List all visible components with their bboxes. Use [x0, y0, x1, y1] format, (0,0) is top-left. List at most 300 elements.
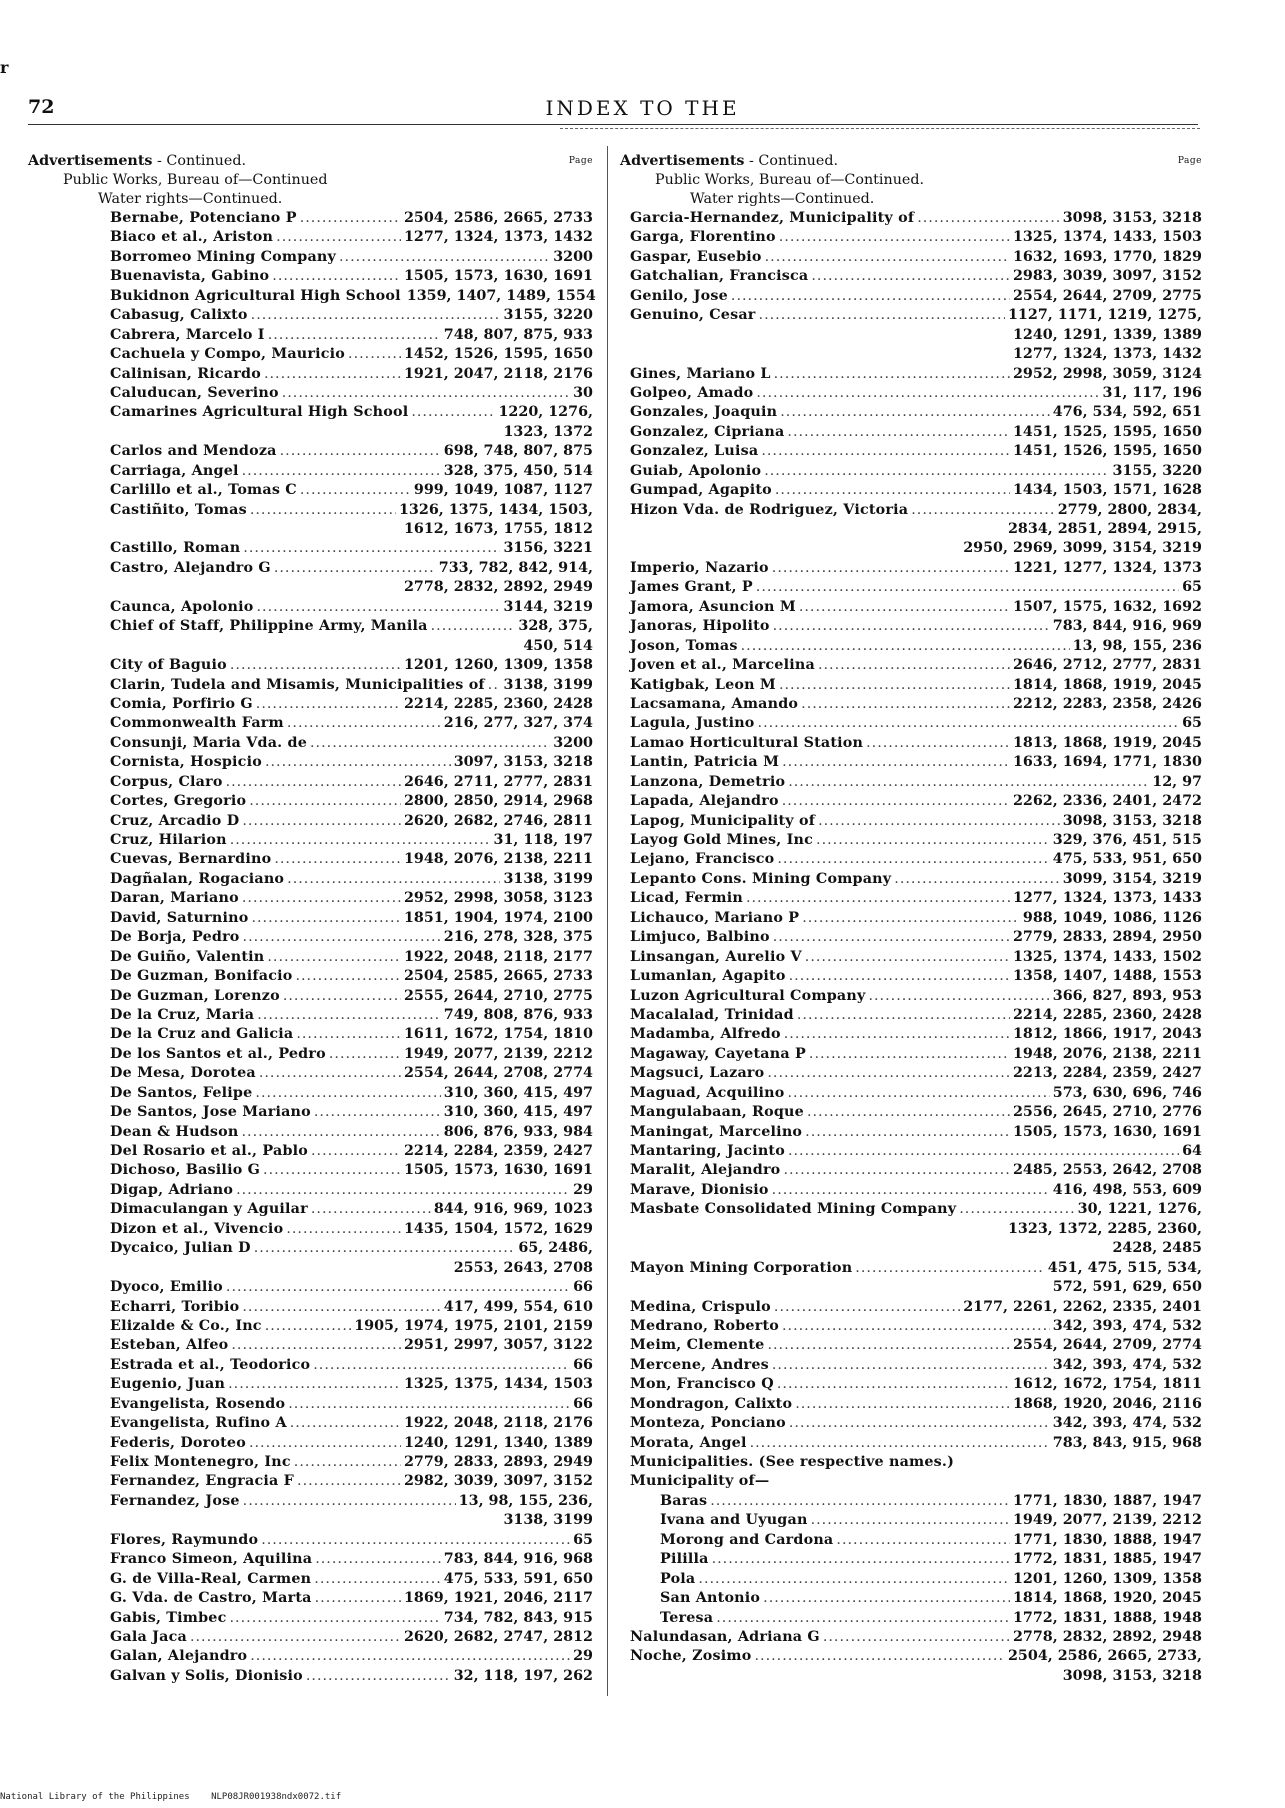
index-entry	[28, 1103, 593, 1122]
leader-dots	[788, 773, 1149, 792]
index-entry	[620, 850, 1202, 869]
index-entry	[620, 773, 1202, 792]
index-entry	[28, 1550, 593, 1569]
entry-pages: 2262, 2336, 2401, 2472	[1012, 793, 1202, 810]
entry-name: Commonwealth Farm	[110, 715, 284, 732]
index-entry	[28, 267, 593, 286]
entry-name: James Grant, P	[630, 579, 753, 596]
entry-pages: 1771, 1830, 1887, 1947	[1012, 1492, 1202, 1509]
entry-pages: 1948, 2076, 2138, 2211	[1012, 1045, 1202, 1062]
entry-pages: 3097, 3153, 3218	[453, 754, 593, 771]
entry-pages: 1240, 1291, 1340, 1389	[403, 1434, 593, 1451]
index-entry	[620, 1181, 1202, 1200]
leader-dots	[242, 1298, 440, 1317]
corner-mark: r	[0, 58, 9, 77]
entry-name: Evangelista, Rufino A	[110, 1415, 287, 1432]
entry-name: De Guzman, Bonifacio	[110, 968, 293, 985]
index-entry	[620, 1064, 1202, 1083]
entry-pages-continued: 572, 591, 629, 650	[1052, 1279, 1202, 1296]
entry-name: Bernabe, Potenciano P	[110, 210, 297, 226]
entry-name: Carriaga, Angel	[110, 462, 239, 479]
entry-name: Franco Simeon, Aquilina	[110, 1551, 313, 1568]
leader-dots	[274, 559, 436, 578]
index-entry	[28, 1667, 593, 1686]
entry-name: Galvan y Solis, Dionisio	[110, 1667, 303, 1684]
index-entry	[28, 1317, 593, 1336]
index-entry	[28, 1084, 593, 1103]
entry-name: Macalalad, Trinidad	[630, 1006, 794, 1023]
leader-dots	[802, 909, 1020, 928]
entry-pages: 2556, 2645, 2710, 2776	[1012, 1104, 1202, 1121]
leader-dots	[758, 714, 1180, 733]
entry-pages: 310, 360, 415, 497	[443, 1084, 593, 1101]
leader-dots	[288, 1395, 570, 1414]
entry-pages: 1868, 1920, 2046, 2116	[1012, 1395, 1202, 1412]
leader-dots	[805, 948, 1010, 967]
leader-dots	[894, 870, 1059, 889]
entry-pages: 1922, 2048, 2118, 2176	[403, 1415, 593, 1432]
leader-dots	[917, 209, 1060, 228]
entry-pages: 2620, 2682, 2746, 2811	[403, 812, 593, 829]
municipalities-note-text: Municipalities. (See respective names.)	[630, 1454, 955, 1470]
entry-name: Dean & Hudson	[110, 1123, 239, 1140]
entry-name: Medrano, Roberto	[630, 1317, 779, 1334]
index-entry	[28, 792, 593, 811]
leader-dots	[230, 1609, 441, 1628]
entry-name: Monteza, Ponciano	[630, 1415, 786, 1432]
entry-pages-continued: 1323, 1372	[503, 423, 593, 440]
index-entry	[620, 928, 1202, 947]
entry-name: Lagula, Justino	[630, 715, 755, 732]
entry-pages: 1434, 1503, 1571, 1628	[1012, 482, 1202, 499]
index-entry	[620, 442, 1202, 461]
entry-pages: 342, 393, 474, 532	[1052, 1356, 1202, 1373]
index-entry	[620, 1200, 1202, 1219]
index-entry	[28, 987, 593, 1006]
leader-dots	[310, 734, 550, 753]
entry-pages: 1505, 1573, 1630, 1691	[403, 268, 593, 285]
leader-dots	[242, 1123, 441, 1142]
entry-pages: 2177, 2261, 2262, 2335, 2401	[963, 1298, 1202, 1315]
entry-name: Fernandez, Jose	[110, 1492, 240, 1509]
index-entry	[28, 1356, 593, 1375]
entry-pages-continued: 1277, 1324, 1373, 1432	[1012, 346, 1202, 363]
entry-pages: 1814, 1868, 1919, 2045	[1012, 676, 1202, 693]
entry-name: Linsangan, Aurelio V	[630, 948, 802, 965]
entry-name: Gines, Mariano L	[630, 365, 771, 382]
entry-pages: 3138, 3199	[503, 676, 593, 693]
entry-name: Castiñito, Tomas	[110, 501, 247, 518]
entry-pages: 1612, 1672, 1754, 1811	[1012, 1376, 1202, 1393]
entry-name: De la Cruz, Maria	[110, 1006, 255, 1023]
entry-pages: 1812, 1866, 1917, 2043	[1012, 1026, 1202, 1043]
entry-name: Lapog, Municipality of	[630, 812, 816, 829]
entry-name: Evangelista, Rosendo	[110, 1395, 286, 1412]
leader-dots	[488, 676, 501, 695]
entry-pages: 2214, 2285, 2360, 2428	[1012, 1006, 1202, 1023]
leader-dots	[236, 1181, 570, 1200]
entry-pages: 216, 277, 327, 374	[443, 715, 593, 732]
entry-pages: 1633, 1694, 1771, 1830	[1012, 754, 1202, 771]
section-header: Public Works, Bureau of—Continued.	[655, 172, 925, 188]
leader-dots	[807, 1103, 1010, 1122]
index-entry	[620, 734, 1202, 753]
entry-name: Lacsamana, Amando	[630, 695, 799, 712]
index-entry	[28, 501, 593, 520]
entry-pages: 342, 393, 474, 532	[1052, 1415, 1202, 1432]
index-entry	[28, 1142, 593, 1161]
leader-dots	[243, 539, 500, 558]
entry-pages: 66	[573, 1279, 593, 1296]
index-entry	[620, 1550, 1202, 1569]
footer-file: NLP08JR001938ndx0072.tif	[211, 1792, 342, 1802]
index-entry	[28, 714, 593, 733]
entry-name: Cortes, Gregorio	[110, 793, 247, 810]
entry-pages: 1772, 1831, 1885, 1947	[1012, 1551, 1202, 1568]
leader-dots	[329, 1045, 401, 1064]
entry-pages: 1922, 2048, 2118, 2177	[403, 948, 593, 965]
entry-name: Guiab, Apolonio	[630, 462, 762, 479]
leader-dots	[230, 831, 491, 850]
entry-name: Ivana and Uyugan	[660, 1512, 808, 1529]
section-header-rest: - Continued.	[744, 153, 839, 169]
entry-pages: 1869, 1921, 2046, 2117	[403, 1590, 593, 1607]
index-entry	[28, 1472, 593, 1491]
leader-dots	[259, 1064, 401, 1083]
leader-dots	[710, 1492, 1010, 1511]
entry-name: Elizalde & Co., Inc	[110, 1317, 262, 1334]
municipalities-note	[620, 1453, 1202, 1472]
section-header: Water rights—Continued.	[690, 191, 875, 207]
entry-pages: 1201, 1260, 1309, 1358	[403, 657, 593, 674]
index-entry	[28, 462, 593, 481]
page-number: 72	[28, 96, 55, 118]
leader-dots	[782, 753, 1010, 772]
index-entry	[620, 1414, 1202, 1433]
entry-name: Mon, Francisco Q	[630, 1376, 774, 1393]
entry-name: Mangulabaan, Roque	[630, 1104, 804, 1121]
entry-pages: 416, 498, 553, 609	[1052, 1181, 1202, 1198]
leader-dots	[315, 1589, 401, 1608]
index-entry	[28, 1123, 593, 1142]
entry-name: Garcia-Hernandez, Municipality of	[630, 210, 915, 226]
leader-dots	[746, 889, 1010, 908]
index-entry	[28, 345, 593, 364]
entry-pages: 2951, 2997, 3057, 3122	[403, 1337, 593, 1354]
entry-name: Madamba, Alfredo	[630, 1026, 781, 1043]
entry-name: Cachuela y Compo, Mauricio	[110, 346, 346, 363]
entry-name: Fernandez, Engracia F	[110, 1473, 295, 1490]
leader-dots	[782, 1317, 1050, 1336]
index-entry	[28, 734, 593, 753]
leader-dots	[777, 850, 1049, 869]
entry-name: Genilo, Jose	[630, 287, 728, 304]
leader-dots	[772, 559, 1010, 578]
entry-name: Pola	[660, 1570, 696, 1587]
entry-name: Gonzalez, Luisa	[630, 443, 759, 460]
leader-dots	[311, 1200, 431, 1219]
entry-pages: 2620, 2682, 2747, 2812	[403, 1628, 593, 1645]
leader-dots	[264, 365, 401, 384]
entry-pages: 475, 533, 951, 650	[1052, 851, 1202, 868]
entry-pages: 451, 475, 515, 534,	[1047, 1259, 1202, 1276]
leader-dots	[787, 423, 1010, 442]
index-entry	[28, 1161, 593, 1180]
entry-name: Katigbak, Leon M	[630, 676, 776, 693]
index-entry	[620, 637, 1202, 656]
leader-dots	[226, 773, 401, 792]
entry-pages: 749, 808, 876, 933	[443, 1006, 593, 1023]
entry-pages: 1201, 1260, 1309, 1358	[1012, 1570, 1202, 1587]
leader-dots	[286, 1220, 401, 1239]
leader-dots	[272, 267, 401, 286]
entry-pages: 1127, 1171, 1219, 1275,	[1007, 307, 1202, 324]
entry-pages: 1772, 1831, 1888, 1948	[1012, 1609, 1202, 1626]
entry-pages: 12, 97	[1152, 773, 1202, 790]
entry-name: Dycaico, Julian D	[110, 1240, 251, 1257]
index-entry	[620, 695, 1202, 714]
entry-pages: 3155, 3220	[1112, 462, 1202, 479]
column-divider	[607, 146, 608, 1696]
entry-pages: 1948, 2076, 2138, 2211	[403, 851, 593, 868]
leader-dots	[228, 1375, 401, 1394]
entry-name: Carlillo et al., Tomas C	[110, 482, 297, 499]
leader-dots	[712, 1550, 1010, 1569]
entry-pages: 216, 278, 328, 375	[443, 929, 593, 946]
entry-pages: 1452, 1526, 1595, 1650	[403, 346, 593, 363]
right-column	[620, 152, 1202, 1686]
entry-pages: 30, 1221, 1276,	[1077, 1201, 1202, 1218]
entry-name: Gonzales, Joaquin	[630, 404, 778, 421]
index-entry	[620, 365, 1202, 384]
entry-pages: 3098, 3153, 3218	[1062, 210, 1202, 226]
entry-name: De la Cruz and Galicia	[110, 1026, 294, 1043]
index-entry	[620, 967, 1202, 986]
leader-dots	[774, 365, 1010, 384]
index-entry	[620, 1647, 1202, 1666]
index-entry	[620, 870, 1202, 889]
entry-pages: 1771, 1830, 1888, 1947	[1012, 1531, 1202, 1548]
leader-dots	[783, 1161, 1010, 1180]
entry-name: Garga, Florentino	[630, 229, 776, 246]
index-entry	[28, 1453, 593, 1472]
entry-pages: 573, 630, 696, 746	[1052, 1084, 1202, 1101]
index-entry	[620, 1356, 1202, 1375]
leader-dots	[788, 1084, 1050, 1103]
index-entry	[620, 462, 1202, 481]
entry-pages: 30	[573, 384, 593, 401]
leader-dots	[816, 831, 1050, 850]
leader-dots	[761, 442, 1010, 461]
leader-dots	[789, 967, 1010, 986]
index-entry	[620, 987, 1202, 1006]
index-entry	[28, 695, 593, 714]
entry-pages: 1220, 1276,	[498, 404, 593, 421]
entry-name: Nalundasan, Adriana G	[630, 1628, 820, 1645]
index-entry	[620, 423, 1202, 442]
index-entry	[28, 1375, 593, 1394]
index-entry	[620, 403, 1202, 422]
entry-pages: 2485, 2553, 2642, 2708	[1012, 1162, 1202, 1179]
entry-name: Calinisan, Ricardo	[110, 365, 261, 382]
entry-name: De Borja, Pedro	[110, 929, 240, 946]
entry-pages: 1277, 1324, 1373, 1432	[403, 229, 593, 246]
index-entry	[620, 248, 1202, 267]
section-header-bold: Advertisements	[28, 153, 153, 169]
leader-dots	[431, 617, 516, 636]
entry-name: Gumpad, Agapito	[630, 482, 772, 499]
leader-dots	[274, 850, 401, 869]
leader-dots	[774, 1298, 960, 1317]
entry-name: Cabrera, Marcelo I	[110, 326, 265, 343]
entry-pages: 2983, 3039, 3097, 3152	[1012, 268, 1202, 285]
entry-name: Maguad, Acquilino	[630, 1084, 785, 1101]
entry-name: Maralit, Alejandro	[630, 1162, 781, 1179]
entry-name: Genuino, Cesar	[630, 307, 756, 324]
entry-pages: 2214, 2285, 2360, 2428	[403, 695, 593, 712]
entry-name: Esteban, Alfeo	[110, 1337, 229, 1354]
leader-dots	[249, 792, 401, 811]
entry-name: San Antonio	[660, 1590, 761, 1607]
leader-dots	[809, 1045, 1010, 1064]
entry-name: Morata, Angel	[630, 1434, 747, 1451]
entry-name: Baras	[660, 1492, 708, 1509]
leader-dots	[231, 1336, 401, 1355]
entry-name: Dizon et al., Vivencio	[110, 1220, 284, 1237]
index-entry	[28, 539, 593, 558]
entry-pages: 1451, 1526, 1595, 1650	[1012, 443, 1202, 460]
leader-dots	[797, 1006, 1010, 1025]
entry-name: De Mesa, Dorotea	[110, 1065, 256, 1082]
entry-pages: 1813, 1868, 1919, 2045	[1012, 734, 1202, 751]
entry-name: Magsuci, Lazaro	[630, 1065, 765, 1082]
entry-name: Pililla	[660, 1551, 709, 1568]
entry-pages: 1359, 1407, 1489, 1554	[406, 287, 596, 304]
index-entry	[620, 1317, 1202, 1336]
index-entry	[28, 889, 593, 908]
leader-dots	[290, 1414, 401, 1433]
entry-pages: 328, 375, 450, 514	[443, 462, 593, 479]
entry-name: Eugenio, Juan	[110, 1376, 226, 1393]
leader-dots	[767, 1064, 1010, 1083]
municipality-of-label	[620, 1472, 1202, 1491]
entry-name: Luzon Agricultural Company	[630, 987, 866, 1004]
entry-name: Imperio, Nazario	[630, 559, 769, 576]
index-entry	[28, 1006, 593, 1025]
entry-pages: 806, 876, 933, 984	[443, 1123, 593, 1140]
entry-pages: 1632, 1693, 1770, 1829	[1012, 248, 1202, 265]
entry-pages: 1326, 1375, 1434, 1503,	[398, 501, 593, 518]
index-entry	[620, 656, 1202, 675]
leader-dots	[741, 637, 1070, 656]
leader-dots	[282, 384, 570, 403]
leader-dots	[251, 909, 401, 928]
leader-dots	[911, 501, 1055, 520]
leader-dots	[868, 987, 1049, 1006]
index-entry	[620, 1589, 1202, 1608]
leader-dots	[866, 734, 1010, 753]
index-entry	[28, 384, 593, 403]
leader-dots	[764, 462, 1109, 481]
entry-pages-continued: 2428, 2485	[1112, 1240, 1202, 1257]
entry-pages-continued: 1323, 1372, 2285, 2360,	[1007, 1220, 1202, 1237]
entry-name: Borromeo Mining Company	[110, 248, 337, 265]
entry-name: Marave, Dionisio	[630, 1181, 769, 1198]
index-entry	[620, 1103, 1202, 1122]
entry-pages: 844, 916, 969, 1023	[433, 1201, 593, 1218]
entry-pages: 2504, 2585, 2665, 2733	[403, 968, 593, 985]
entry-pages-continued: 2778, 2832, 2892, 2949	[403, 579, 593, 596]
entry-name: Cruz, Arcadio D	[110, 812, 240, 829]
entry-name: City of Baguio	[110, 657, 227, 674]
entry-pages: 2779, 2833, 2894, 2950	[1012, 929, 1202, 946]
entry-pages: 29	[573, 1648, 593, 1665]
leader-dots	[257, 598, 501, 617]
leader-dots	[759, 306, 1005, 325]
leader-dots	[242, 889, 401, 908]
entry-pages: 734, 782, 843, 915	[443, 1609, 593, 1626]
index-entry	[28, 1395, 593, 1414]
entry-name: Consunji, Maria Vda. de	[110, 734, 308, 751]
leader-dots	[250, 501, 396, 520]
entry-name: Janoras, Hipolito	[630, 618, 770, 635]
leader-dots	[780, 403, 1050, 422]
leader-dots	[311, 1142, 401, 1161]
entry-pages: 1814, 1868, 1920, 2045	[1012, 1590, 1202, 1607]
index-entry	[28, 1647, 593, 1666]
entry-pages: 3155, 3220	[503, 307, 593, 324]
section-header-rest: - Continued.	[152, 153, 247, 169]
index-entry	[620, 1336, 1202, 1355]
entry-name: De Guzman, Lorenzo	[110, 987, 280, 1004]
index-entry	[28, 909, 593, 928]
leader-dots	[716, 1609, 1010, 1628]
entry-pages: 3200	[553, 248, 593, 265]
entry-name: Lapada, Alejandro	[630, 793, 779, 810]
entry-name: Magaway, Cayetana P	[630, 1045, 806, 1062]
index-entry	[620, 812, 1202, 831]
entry-name: Cruz, Hilarion	[110, 832, 227, 848]
entry-name: Mantaring, Jacinto	[630, 1143, 785, 1159]
index-entry	[620, 1434, 1202, 1453]
leader-dots	[784, 1025, 1010, 1044]
entry-name: Cabasug, Calixto	[110, 307, 248, 324]
index-entry	[28, 1025, 593, 1044]
leader-dots	[287, 714, 441, 733]
leader-dots	[801, 695, 1010, 714]
leader-dots	[276, 228, 401, 247]
entry-pages: 1949, 2077, 2139, 2212	[1012, 1512, 1202, 1529]
leader-dots	[855, 1259, 1044, 1278]
index-entry	[620, 267, 1202, 286]
leader-dots	[294, 1453, 401, 1472]
entry-name: Joson, Tomas	[630, 637, 738, 654]
index-entry	[620, 1259, 1202, 1278]
entry-pages: 31, 118, 197	[493, 832, 593, 848]
entry-name: Lamao Horticultural Station	[630, 734, 864, 751]
entry-pages-continued: 1240, 1291, 1339, 1389	[1012, 326, 1202, 343]
entry-pages: 417, 499, 554, 610	[443, 1298, 593, 1315]
leader-dots	[799, 598, 1010, 617]
entry-name: Corpus, Claro	[110, 773, 223, 790]
index-entry	[620, 948, 1202, 967]
entry-pages: 2555, 2644, 2710, 2775	[403, 987, 593, 1004]
index-entry	[620, 1609, 1202, 1628]
entry-pages: 342, 393, 474, 532	[1052, 1317, 1202, 1334]
entry-pages: 1358, 1407, 1488, 1553	[1012, 968, 1202, 985]
entry-pages: 2213, 2284, 2359, 2427	[1012, 1065, 1202, 1082]
entry-pages: 1921, 2047, 2118, 2176	[403, 365, 593, 382]
